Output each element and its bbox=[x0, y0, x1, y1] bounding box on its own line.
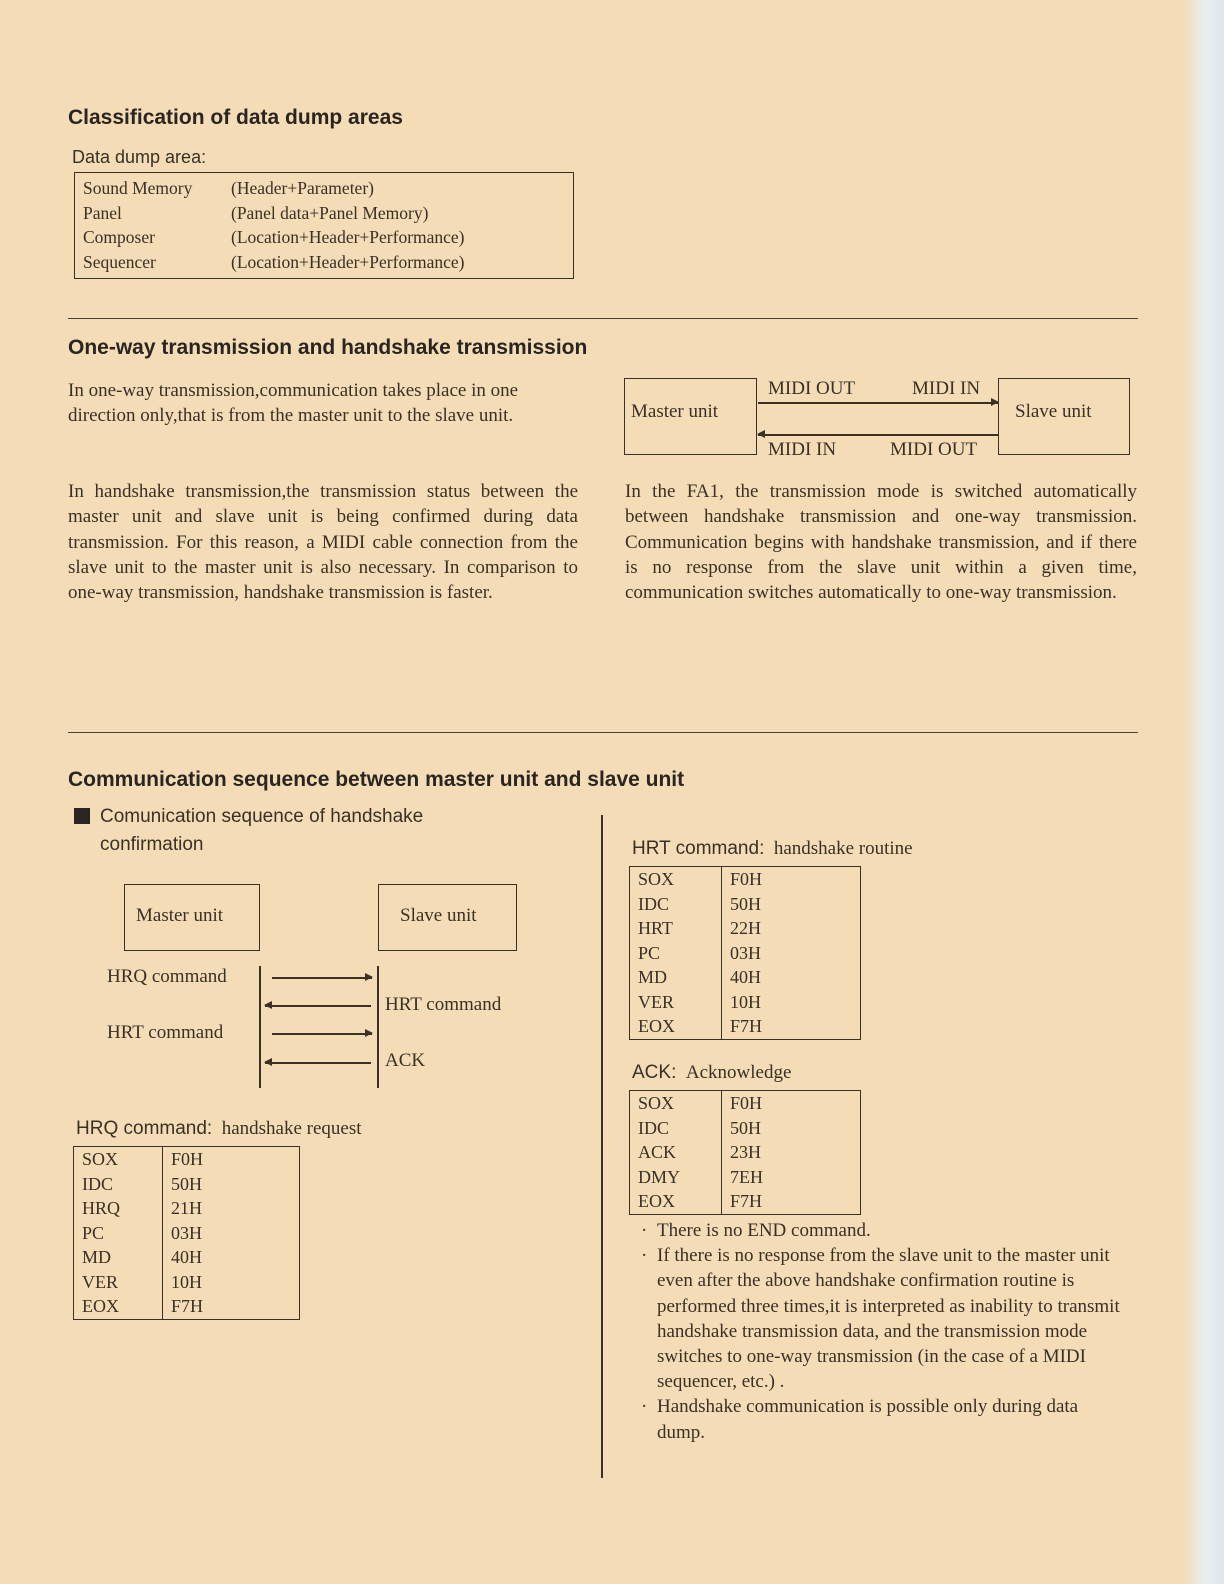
midi-out-top-label: MIDI OUT bbox=[768, 378, 856, 399]
fa1-paragraph: In the FA1, the transmission mode is switched automatically between handshake transmission and one-way transmission. Communication begins with handshake transmission, and if there is no response from the slave unit within a given time, communication switches automatically to one-way transmission. bbox=[625, 481, 1137, 604]
table-row bbox=[74, 1245, 300, 1270]
midi-out-arrow bbox=[758, 402, 998, 404]
midi-in-bottom-label: MIDI IN bbox=[768, 439, 837, 460]
hrt-right-label: HRT command bbox=[385, 994, 502, 1015]
area-desc: (Location+Header+Performance) bbox=[231, 227, 465, 247]
midi-in-arrow bbox=[758, 434, 998, 436]
section3-title: Communication sequence between master unit and slave unit bbox=[68, 768, 685, 791]
table-row bbox=[74, 1221, 300, 1246]
table-row bbox=[75, 176, 473, 201]
hrt-desc: handshake routine bbox=[773, 838, 913, 859]
field-name: VER bbox=[82, 1271, 118, 1292]
data-dump-caption: Data dump area: bbox=[72, 147, 207, 167]
table-row bbox=[74, 1196, 300, 1221]
field-value: 03H bbox=[163, 1221, 300, 1246]
slave-unit-box bbox=[998, 378, 1130, 455]
master-timeline bbox=[259, 966, 261, 1088]
field-value: F0H bbox=[163, 1147, 300, 1172]
table-row bbox=[74, 1294, 300, 1319]
seq-slave-label: Slave unit bbox=[400, 905, 477, 926]
field-name: VER bbox=[638, 991, 674, 1012]
field-value: 40H bbox=[163, 1245, 300, 1270]
midi-out-bottom-label: MIDI OUT bbox=[890, 439, 978, 460]
ack-table bbox=[629, 1090, 861, 1215]
field-value: 40H bbox=[722, 965, 861, 990]
table-row bbox=[74, 1270, 300, 1295]
oneway-paragraph: In one-way transmission,communication takes place in one direction only,that is from the master unit to the slave unit. bbox=[68, 380, 519, 427]
ack-arrow bbox=[265, 1062, 371, 1064]
filled-square-icon bbox=[74, 808, 90, 824]
field-value: 22H bbox=[722, 916, 861, 941]
note-item: · If there is no response from the slave unit to the master unit even after the above handshake confirmation routine is performed three times,it is interpreted as inability to transmit handshake transmission data, and the transmission mode switches to one-way transmission (in the case of a MIDI sequencer, etc.) . bbox=[633, 1243, 1128, 1394]
table-row bbox=[630, 941, 861, 966]
hrq-caption bbox=[76, 1118, 362, 1140]
seq-master-box bbox=[124, 884, 260, 951]
ack-caption bbox=[632, 1062, 791, 1084]
table-row bbox=[74, 1172, 300, 1197]
slave-unit-label: Slave unit bbox=[1015, 401, 1092, 422]
area-desc: (Location+Header+Performance) bbox=[231, 251, 465, 272]
slave-timeline bbox=[377, 966, 379, 1088]
area-name: Sound Memory bbox=[83, 178, 193, 198]
field-value: 50H bbox=[722, 1116, 861, 1141]
field-name: IDC bbox=[82, 1173, 113, 1194]
field-value: 10H bbox=[163, 1270, 300, 1295]
note-item: · There is no END command. bbox=[633, 1218, 1128, 1243]
master-unit-label: Master unit bbox=[631, 401, 719, 422]
field-name: EOX bbox=[638, 1191, 675, 1211]
field-name: EOX bbox=[82, 1296, 119, 1316]
field-value: F7H bbox=[722, 1189, 861, 1214]
field-name: SOX bbox=[82, 1149, 119, 1169]
area-desc: (Panel data+Panel Memory) bbox=[231, 202, 429, 223]
field-value: F7H bbox=[163, 1294, 300, 1319]
hrq-table bbox=[73, 1146, 300, 1320]
hrt-table bbox=[629, 866, 861, 1040]
field-name: SOX bbox=[638, 1093, 675, 1113]
field-value: F7H bbox=[722, 1014, 861, 1039]
section2-title: One-way transmission and handshake transmission bbox=[68, 336, 588, 359]
note-item: · Handshake communication is possible only during data dump. bbox=[633, 1394, 1128, 1444]
page-edge bbox=[1182, 0, 1224, 1584]
ack-label: ACK: bbox=[632, 1062, 677, 1083]
field-name: PC bbox=[638, 942, 661, 963]
field-name: DMY bbox=[638, 1166, 681, 1187]
hrq-desc: handshake request bbox=[221, 1118, 362, 1139]
field-value: 21H bbox=[163, 1196, 300, 1221]
notes-list bbox=[633, 1218, 1128, 1445]
field-name: IDC bbox=[638, 893, 669, 914]
field-name: ACK bbox=[638, 1142, 677, 1162]
master-unit-box bbox=[624, 378, 757, 455]
field-name: MD bbox=[82, 1247, 112, 1267]
divider bbox=[68, 732, 1138, 733]
table-row bbox=[75, 225, 473, 250]
section1-title: Classification of data dump areas bbox=[68, 106, 403, 129]
data-dump-rows bbox=[75, 176, 473, 274]
seq-master-label: Master unit bbox=[136, 905, 224, 926]
handshake-sequence-subtitle: Comunication sequence of handshake confirmation bbox=[100, 806, 424, 855]
field-name: PC bbox=[82, 1222, 105, 1243]
table-row bbox=[630, 1140, 861, 1165]
field-value: 03H bbox=[722, 941, 861, 966]
ack-desc: Acknowledge bbox=[685, 1062, 792, 1083]
hrq-arrow bbox=[272, 977, 372, 979]
table-row bbox=[630, 892, 861, 917]
table-row bbox=[630, 1116, 861, 1141]
table-row bbox=[630, 965, 861, 990]
data-dump-table bbox=[74, 172, 574, 279]
hrt-left-label: HRT command bbox=[107, 1022, 224, 1043]
field-value: 23H bbox=[722, 1140, 861, 1165]
seq-slave-box bbox=[378, 884, 517, 951]
area-name: Sequencer bbox=[83, 251, 156, 272]
field-name: HRT bbox=[638, 918, 673, 938]
field-name: EOX bbox=[638, 1016, 675, 1036]
ack-right-label: ACK bbox=[385, 1050, 426, 1071]
midi-in-top-label: MIDI IN bbox=[912, 378, 981, 399]
field-value: 7EH bbox=[722, 1165, 861, 1190]
field-value: 50H bbox=[163, 1172, 300, 1197]
table-row bbox=[630, 1165, 861, 1190]
table-row bbox=[630, 1014, 861, 1039]
hrq-left-label: HRQ command bbox=[107, 966, 227, 987]
hrt-reply-arrow bbox=[265, 1005, 371, 1007]
handshake-paragraph: In handshake transmission,the transmission status between the master unit and slave unit is being confirmed during data transmission. For this reason, a MIDI cable connection from the slave unit to the master unit is also necessary. In comparison to one-way transmission, handshake transmission is faster. bbox=[68, 481, 578, 604]
field-name: MD bbox=[638, 967, 668, 987]
area-desc: (Header+Parameter) bbox=[231, 178, 374, 198]
table-row bbox=[75, 250, 473, 275]
divider bbox=[68, 318, 1138, 319]
table-row bbox=[630, 916, 861, 941]
field-name: SOX bbox=[638, 869, 675, 889]
table-row bbox=[630, 1091, 861, 1116]
field-value: 10H bbox=[722, 990, 861, 1015]
area-name: Composer bbox=[83, 227, 155, 247]
column-divider bbox=[601, 815, 603, 1478]
field-name: IDC bbox=[638, 1117, 669, 1138]
hrq-label: HRQ command: bbox=[76, 1118, 213, 1139]
table-row bbox=[630, 990, 861, 1015]
field-value: F0H bbox=[722, 1091, 861, 1116]
table-row bbox=[75, 201, 473, 226]
hrt-send-arrow bbox=[272, 1033, 372, 1035]
table-row bbox=[630, 867, 861, 892]
table-row bbox=[630, 1189, 861, 1214]
field-value: 50H bbox=[722, 892, 861, 917]
area-name: Panel bbox=[83, 202, 122, 223]
hrt-label: HRT command: bbox=[632, 838, 765, 859]
table-row bbox=[74, 1147, 300, 1172]
hrt-caption bbox=[632, 838, 913, 860]
field-value: F0H bbox=[722, 867, 861, 892]
field-name: HRQ bbox=[82, 1198, 121, 1218]
